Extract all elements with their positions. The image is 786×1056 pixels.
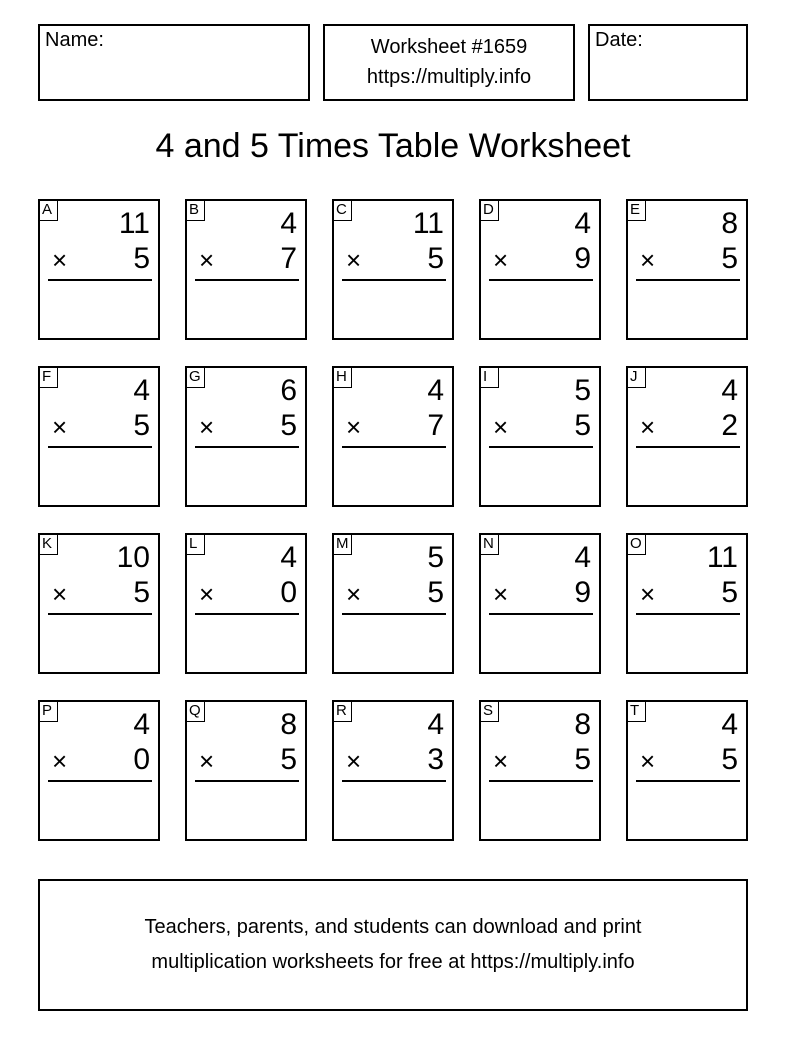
multiplier: 0: [280, 576, 297, 609]
times-sign: ×: [52, 412, 68, 442]
problem-letter: I: [479, 366, 499, 388]
times-sign: ×: [199, 412, 215, 442]
footer-box: [38, 879, 748, 1011]
problem-letter: B: [185, 199, 205, 221]
answer-line: [342, 613, 446, 615]
multiplier: 5: [427, 576, 444, 609]
problem-letter: L: [185, 533, 205, 555]
problem-card: [38, 533, 160, 674]
problem-card: [479, 366, 601, 507]
multiplicand: 11: [118, 207, 150, 240]
times-sign: ×: [199, 579, 215, 609]
multiplicand: 5: [574, 374, 591, 407]
problem-letter: D: [479, 199, 499, 221]
problem-card: [185, 199, 307, 340]
answer-line: [48, 613, 152, 615]
multiplicand: 4: [280, 541, 297, 574]
times-sign: ×: [199, 746, 215, 776]
worksheet-number: Worksheet #1659: [370, 36, 528, 58]
problem-letter: C: [332, 199, 352, 221]
problem-letter: K: [38, 533, 58, 555]
answer-line: [636, 780, 740, 782]
multiplier: 5: [721, 242, 738, 275]
answer-line: [195, 446, 299, 448]
answer-line: [489, 780, 593, 782]
times-sign: ×: [346, 245, 362, 275]
times-sign: ×: [493, 245, 509, 275]
multiplier: 7: [427, 409, 444, 442]
multiplicand: 6: [280, 374, 297, 407]
multiplier: 9: [574, 576, 591, 609]
times-sign: ×: [493, 746, 509, 776]
multiplicand: 10: [116, 541, 150, 574]
times-sign: ×: [640, 746, 656, 776]
problem-letter: O: [626, 533, 646, 555]
worksheet-url: https://multiply.info: [366, 66, 532, 88]
problem-card: [479, 533, 601, 674]
multiplicand: 8: [280, 708, 297, 741]
times-sign: ×: [52, 245, 68, 275]
multiplicand: 8: [574, 708, 591, 741]
multiplicand: 4: [721, 708, 738, 741]
multiplicand: 8: [721, 207, 738, 240]
times-sign: ×: [52, 579, 68, 609]
multiplier: 5: [133, 576, 150, 609]
multiplier: 5: [721, 576, 738, 609]
footer-line-2: multiplication worksheets for free at https://multiply.info: [151, 951, 635, 973]
answer-line: [195, 613, 299, 615]
problem-card: [626, 199, 748, 340]
answer-line: [636, 279, 740, 281]
problem-letter: J: [626, 366, 646, 388]
answer-line: [489, 613, 593, 615]
times-sign: ×: [199, 245, 215, 275]
problem-letter: P: [38, 700, 58, 722]
times-sign: ×: [346, 412, 362, 442]
footer-line-1: Teachers, parents, and students can download and print: [144, 916, 642, 938]
times-sign: ×: [640, 579, 656, 609]
worksheet-info-box: [323, 24, 575, 101]
answer-line: [342, 446, 446, 448]
multiplicand: 4: [574, 207, 591, 240]
problem-card: [38, 199, 160, 340]
problem-letter: R: [332, 700, 352, 722]
multiplier: 5: [133, 242, 150, 275]
multiplier: 7: [280, 242, 297, 275]
multiplicand: 4: [574, 541, 591, 574]
times-sign: ×: [346, 746, 362, 776]
multiplier: 5: [574, 409, 591, 442]
multiplicand: 4: [427, 374, 444, 407]
problem-card: [479, 199, 601, 340]
date-box: [588, 24, 748, 101]
times-sign: ×: [640, 245, 656, 275]
problem-letter: M: [332, 533, 352, 555]
problem-letter: F: [38, 366, 58, 388]
problem-card: [332, 533, 454, 674]
problem-card: [479, 700, 601, 841]
times-sign: ×: [52, 746, 68, 776]
problem-card: [332, 366, 454, 507]
multiplier: 5: [133, 409, 150, 442]
multiplier: 5: [574, 743, 591, 776]
times-sign: ×: [346, 579, 362, 609]
multiplicand: 4: [427, 708, 444, 741]
multiplicand: 4: [133, 374, 150, 407]
multiplicand: 11: [706, 541, 738, 574]
answer-line: [195, 279, 299, 281]
answer-line: [342, 780, 446, 782]
answer-line: [48, 446, 152, 448]
answer-line: [489, 279, 593, 281]
times-sign: ×: [640, 412, 656, 442]
multiplicand: 4: [280, 207, 297, 240]
problem-letter: S: [479, 700, 499, 722]
name-box: [38, 24, 310, 101]
problem-card: [185, 700, 307, 841]
problem-letter: Q: [185, 700, 205, 722]
multiplier: 5: [280, 743, 297, 776]
answer-line: [195, 780, 299, 782]
answer-line: [48, 780, 152, 782]
problem-card: [626, 533, 748, 674]
problem-card: [185, 533, 307, 674]
problem-card: [38, 366, 160, 507]
problem-letter: H: [332, 366, 352, 388]
problem-card: [626, 700, 748, 841]
multiplier: 5: [721, 743, 738, 776]
answer-line: [636, 613, 740, 615]
problem-letter: E: [626, 199, 646, 221]
times-sign: ×: [493, 412, 509, 442]
multiplicand: 11: [412, 207, 444, 240]
multiplier: 3: [427, 743, 444, 776]
answer-line: [342, 279, 446, 281]
problem-card: [332, 700, 454, 841]
problem-card: [626, 366, 748, 507]
multiplicand: 4: [721, 374, 738, 407]
answer-line: [636, 446, 740, 448]
problem-letter: A: [38, 199, 58, 221]
problem-letter: T: [626, 700, 646, 722]
multiplicand: 5: [427, 541, 444, 574]
problem-card: [185, 366, 307, 507]
name-label: Name:: [45, 29, 104, 51]
times-sign: ×: [493, 579, 509, 609]
multiplier: 5: [427, 242, 444, 275]
multiplier: 2: [721, 409, 738, 442]
page-title: 4 and 5 Times Table Worksheet: [155, 127, 631, 165]
multiplicand: 4: [133, 708, 150, 741]
problem-letter: N: [479, 533, 499, 555]
multiplier: 5: [280, 409, 297, 442]
multiplier: 0: [133, 743, 150, 776]
problem-letter: G: [185, 366, 205, 388]
problem-card: [332, 199, 454, 340]
date-label: Date:: [595, 29, 643, 51]
answer-line: [489, 446, 593, 448]
multiplier: 9: [574, 242, 591, 275]
answer-line: [48, 279, 152, 281]
problem-card: [38, 700, 160, 841]
